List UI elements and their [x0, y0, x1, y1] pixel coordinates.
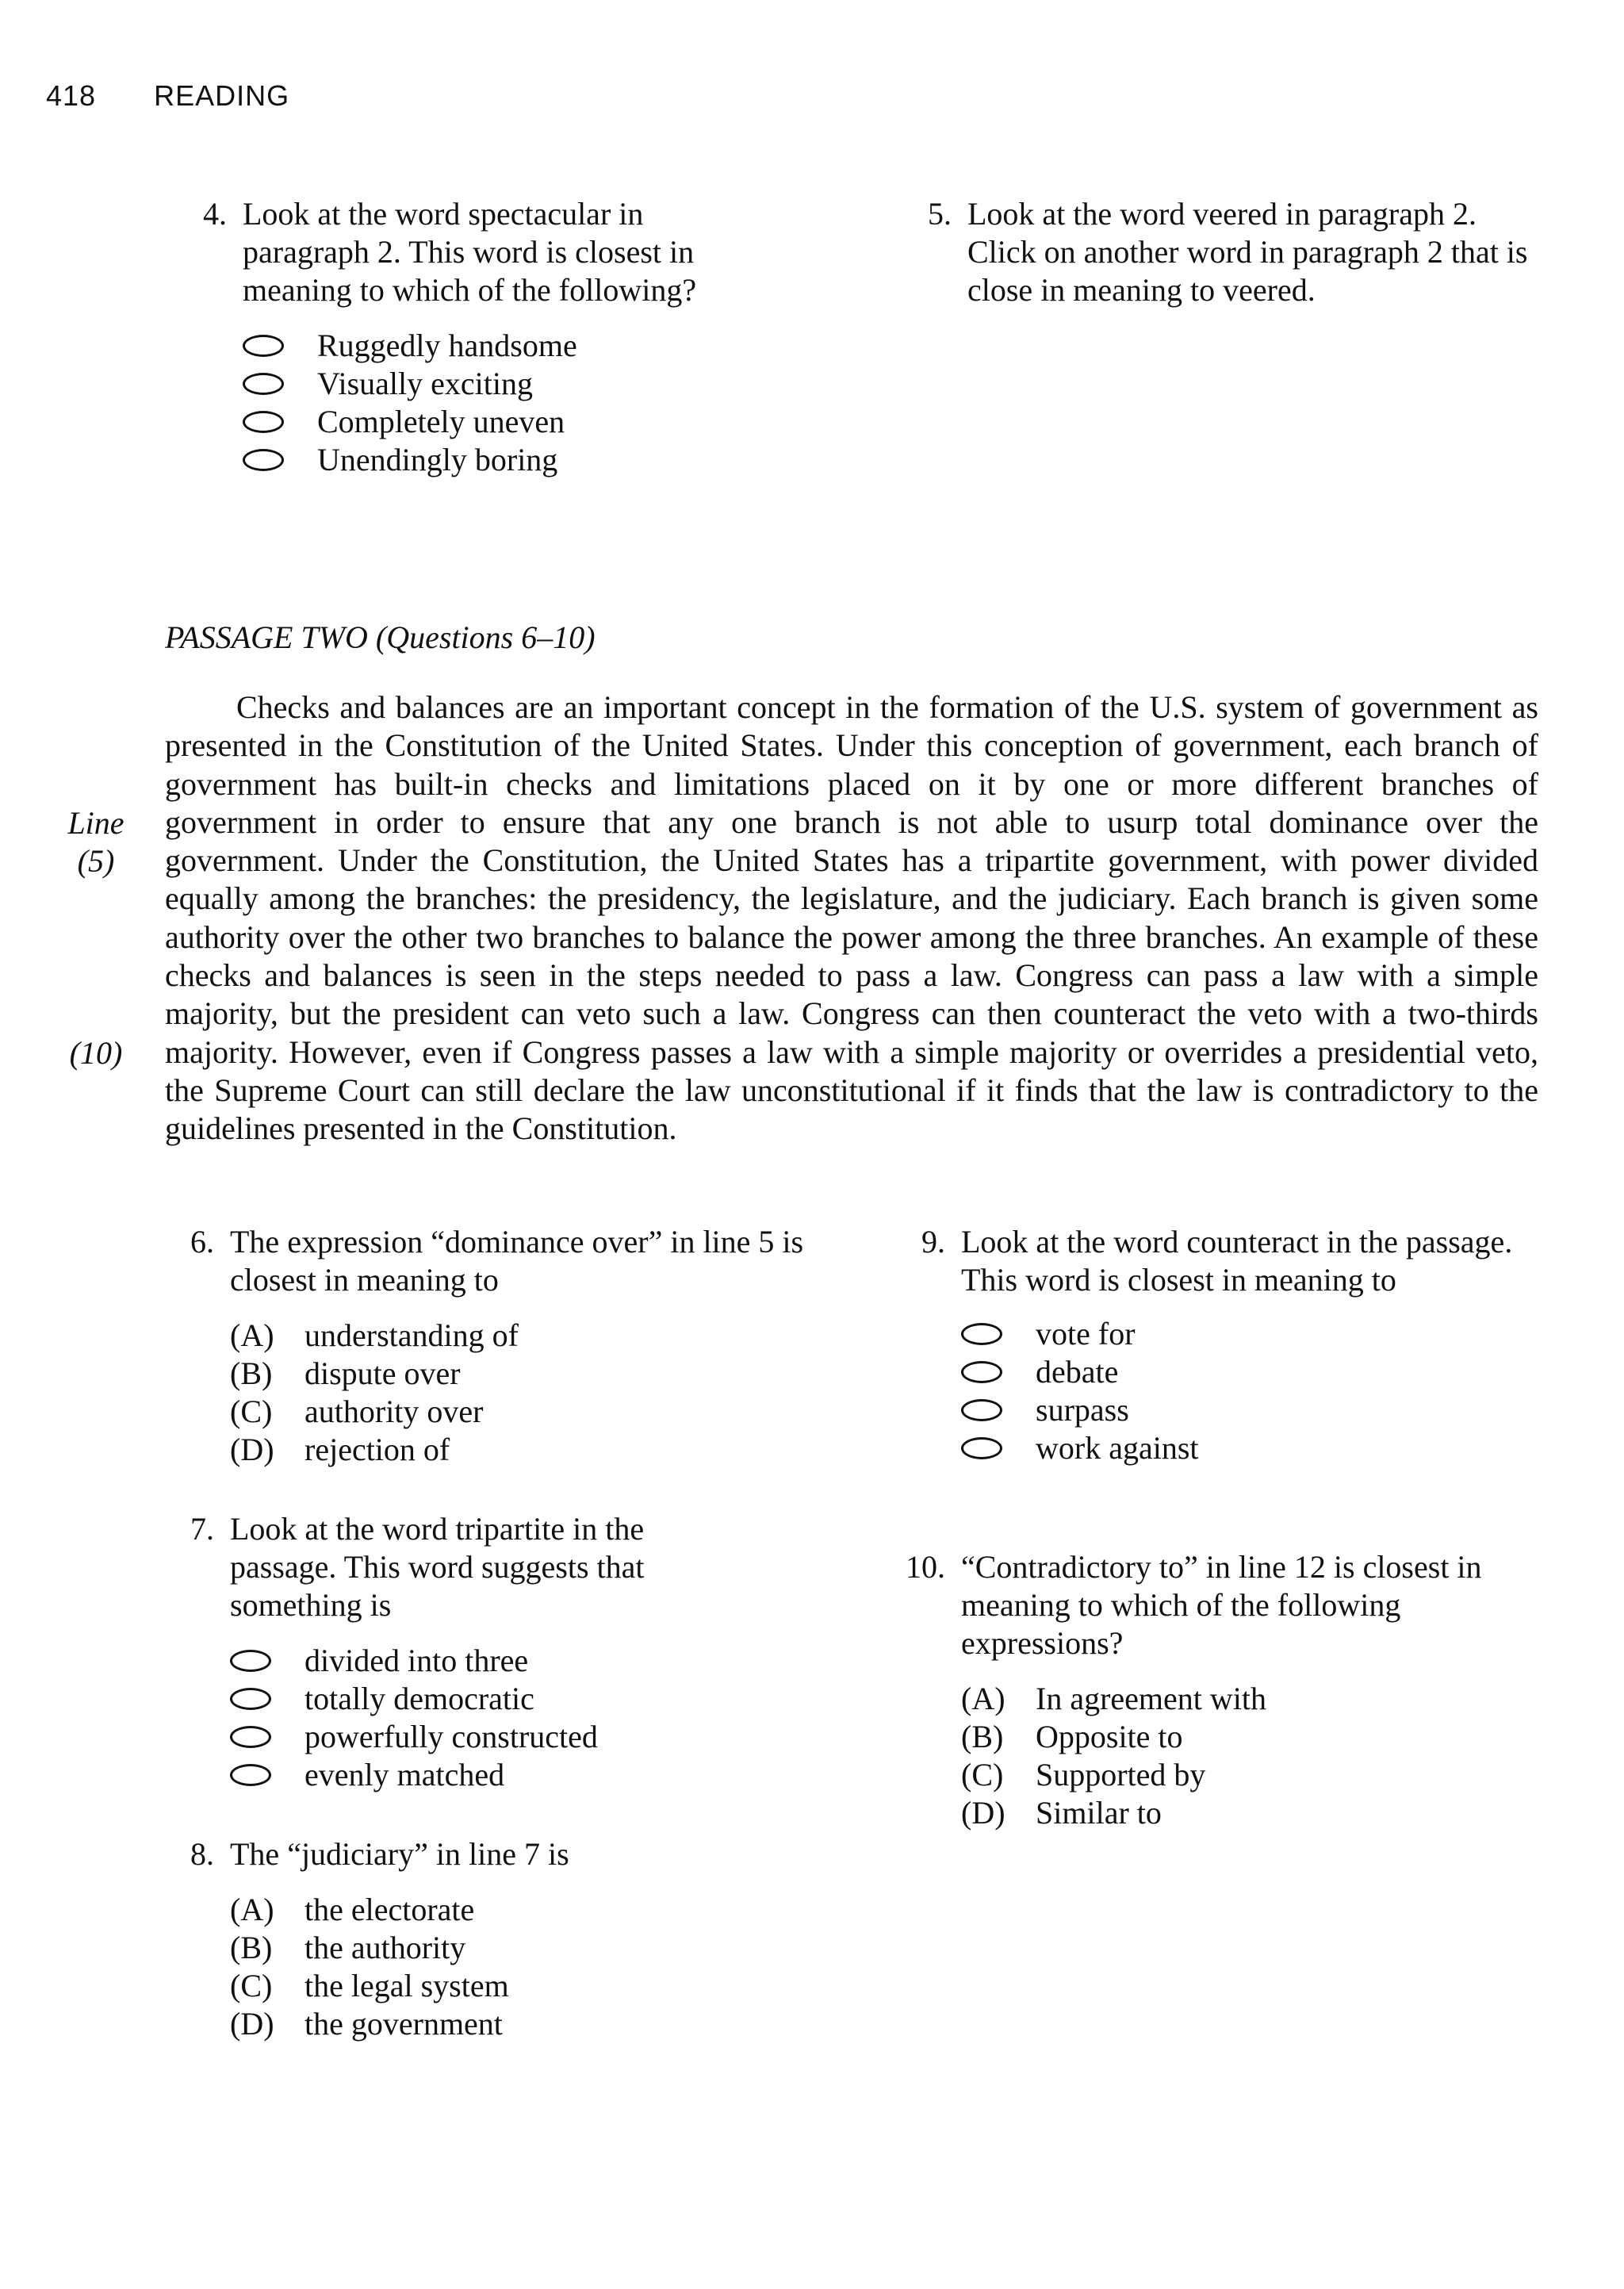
question-text: Look at the word spectacular in paragraph 2. This word is closest in meaning to which of the following?	[243, 196, 697, 308]
question-number: 9.	[921, 1224, 945, 1260]
question-number: 7.	[190, 1511, 214, 1547]
answer-option[interactable]: (A) the electorate	[230, 1892, 475, 1927]
answer-option[interactable]: work against	[961, 1429, 1545, 1467]
answer-option[interactable]: Unendingly boring	[243, 441, 763, 479]
line-marker: (5)	[77, 843, 115, 879]
radio-oval-icon[interactable]	[243, 335, 284, 357]
question-text: The “judiciary” in line 7 is	[230, 1836, 569, 1872]
option-label: (A)	[230, 1892, 274, 1927]
radio-oval-icon[interactable]	[230, 1688, 271, 1710]
option-label: (A)	[961, 1681, 1005, 1716]
answer-option[interactable]: divided into three	[230, 1642, 750, 1680]
radio-oval-icon[interactable]	[961, 1437, 1002, 1459]
answer-option[interactable]: surpass	[961, 1391, 1545, 1429]
answer-option[interactable]: (D) rejection of	[230, 1432, 450, 1467]
option-label: (A)	[230, 1317, 274, 1353]
option-label: (C)	[230, 1394, 273, 1429]
line-marker: Line	[67, 805, 124, 841]
radio-oval-icon[interactable]	[243, 411, 284, 433]
question-text: The expression “dominance over” in line 5 is closest in meaning to	[230, 1224, 804, 1298]
question-number: 5.	[928, 196, 952, 232]
question-6	[163, 1223, 829, 1469]
passage-paragraph: Checks and balances are an important concept in the formation of the U.S. system of government as presented in the Constitution of the United States. Under this conception of government, each branch of government has built-in checks and limitations placed on it by one or more different branches of government in order to ensure that any one branch is not able to usurp total dominance over the government. Under the Constitution, the United States has a tripartite government, with power divided equally among the branches: the presidency, the legislature, and the judiciary. Each branch is given some authority over the other two branches to balance the power among the three branches. An example of these checks and balances is seen in the steps needed to pass a law. Congress can pass a law with a simple majority, but the president can veto such a law. Congress can then counteract the veto with a two-thirds majority. However, even if Congress passes a law with a simple majority or overrides a presidential veto, the Supreme Court can still declare the law unconstitutional if it finds that the law is contradictory to the guidelines presented in the Constitution.	[165, 689, 1538, 1147]
passage-body	[165, 688, 1538, 1148]
answer-option[interactable]: Visually exciting	[243, 365, 763, 403]
question-10	[894, 1548, 1545, 1832]
radio-oval-icon[interactable]	[961, 1399, 1002, 1421]
question-number: 10.	[906, 1549, 945, 1585]
question-number: 4.	[203, 196, 227, 232]
answer-option[interactable]: (D) Similar to	[961, 1795, 1162, 1831]
question-4	[176, 195, 763, 479]
radio-oval-icon[interactable]	[230, 1726, 271, 1748]
radio-oval-icon[interactable]	[243, 373, 284, 395]
option-label: (C)	[961, 1757, 1004, 1792]
line-marker: (10)	[69, 1035, 123, 1071]
question-text: Look at the word tripartite in the passage. This word suggests that something is	[230, 1511, 645, 1623]
answer-option[interactable]: debate	[961, 1353, 1545, 1391]
answer-option[interactable]: (B) Opposite to	[961, 1719, 1183, 1754]
answer-option[interactable]: vote for	[961, 1315, 1545, 1353]
question-8	[163, 1835, 829, 2043]
question-text: “Contradictory to” in line 12 is closest in meaning to which of the following expressions?	[961, 1549, 1482, 1661]
answer-option[interactable]: (A) In agreement with	[961, 1681, 1266, 1716]
option-label: (D)	[961, 1795, 1005, 1831]
option-label: (B)	[230, 1930, 273, 1965]
answer-option[interactable]: (B) dispute over	[230, 1355, 461, 1391]
question-text: Look at the word counteract in the passage. This word is closest in meaning to	[961, 1224, 1513, 1298]
radio-oval-icon[interactable]	[961, 1323, 1002, 1345]
answer-option[interactable]: totally democratic	[230, 1680, 750, 1718]
answer-option[interactable]: (C) the legal system	[230, 1968, 509, 2003]
radio-oval-icon[interactable]	[243, 449, 284, 471]
answer-option[interactable]: (B) the authority	[230, 1930, 466, 1965]
radio-oval-icon[interactable]	[961, 1361, 1002, 1383]
passage-title: PASSAGE TWO (Questions 6–10)	[165, 619, 596, 655]
page-number: 418	[46, 79, 97, 112]
question-7	[163, 1510, 750, 1794]
page-header	[46, 79, 289, 113]
answer-option[interactable]: (D) the government	[230, 2006, 503, 2042]
question-text: Look at the word veered in paragraph 2. Click on another word in paragraph 2 that is close in meaning to veered.	[967, 196, 1528, 308]
answer-option[interactable]: Ruggedly handsome	[243, 327, 763, 365]
option-label: (D)	[230, 2006, 274, 2042]
answer-option[interactable]: powerfully constructed	[230, 1718, 750, 1756]
option-label: (D)	[230, 1432, 274, 1467]
section-title: READING	[154, 79, 290, 112]
answer-option[interactable]: (A) understanding of	[230, 1317, 519, 1353]
answer-option[interactable]: (C) Supported by	[961, 1757, 1206, 1792]
radio-oval-icon[interactable]	[230, 1764, 271, 1786]
answer-option[interactable]: (C) authority over	[230, 1394, 484, 1429]
option-label: (B)	[961, 1719, 1004, 1754]
option-label: (C)	[230, 1968, 273, 2003]
answer-option[interactable]: Completely uneven	[243, 403, 763, 441]
answer-option[interactable]: evenly matched	[230, 1756, 750, 1794]
question-5	[901, 195, 1551, 309]
question-number: 6.	[190, 1224, 214, 1260]
radio-oval-icon[interactable]	[230, 1650, 271, 1672]
question-9	[894, 1223, 1545, 1467]
option-label: (B)	[230, 1355, 273, 1391]
question-number: 8.	[190, 1836, 214, 1872]
